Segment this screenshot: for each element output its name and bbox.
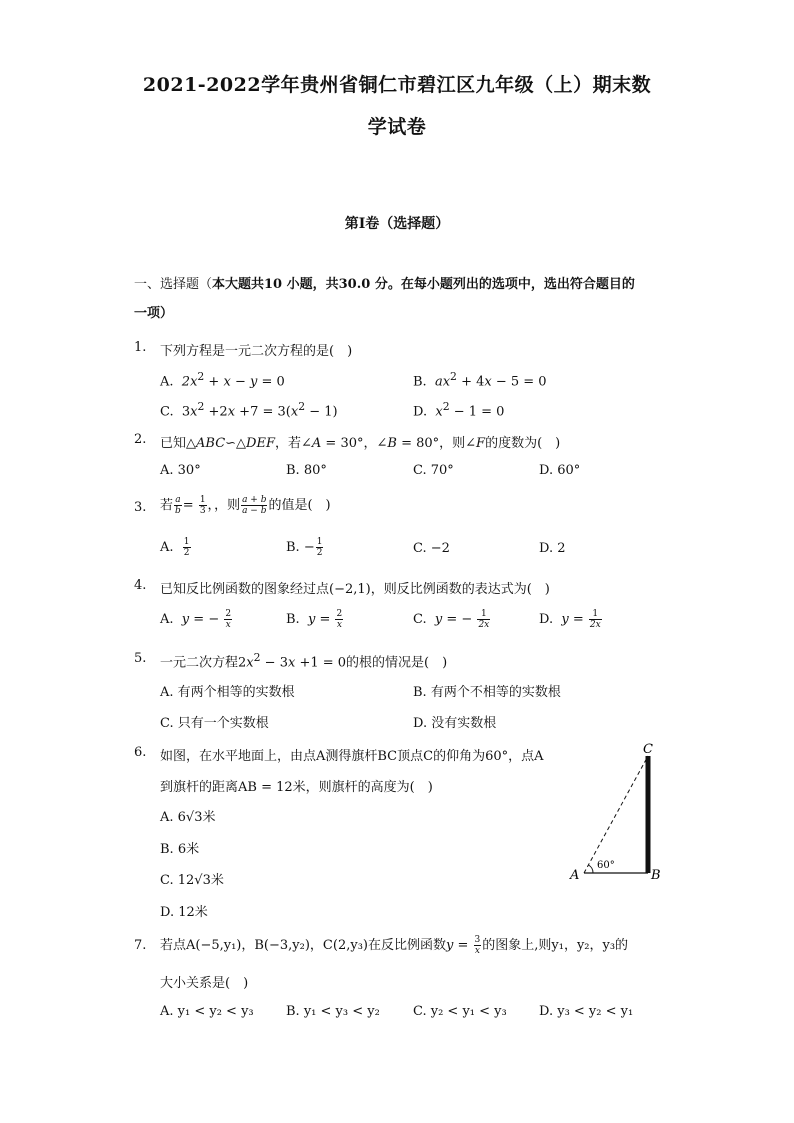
q6-option-c: C. 12√3米 bbox=[160, 873, 224, 888]
q3-option-b: B. − $\frac{1}{2}$ bbox=[286, 537, 323, 558]
q3-option-d: D. 2 bbox=[539, 541, 566, 556]
q7-option-a: A. y₁ < y₂ < y₃ bbox=[160, 1004, 254, 1019]
q6-text-line-2: 到旗杆的距离AB = 12米，则旗杆的高度为( ) bbox=[160, 780, 433, 795]
q7-text-line-1: 若点A(−5,y₁)，B(−3,y₂)，C(2,y₃)在反比例函数y = $\frac{3}{x}$ 的图象上,则y₁，y₂，y₃的 bbox=[160, 935, 629, 956]
q7-option-c: C. y₂ < y₁ < y₃ bbox=[413, 1004, 507, 1019]
q5-option-c: C. 只有一个实数根 bbox=[160, 716, 269, 731]
part-title: 第Ⅰ卷（选择题） bbox=[344, 216, 450, 232]
q2-option-d: D. 60° bbox=[539, 463, 581, 478]
q2-option-c: C. 70° bbox=[413, 463, 454, 478]
q6-text-line-1: 如图，在水平地面上，由点A测得旗杆BC顶点C的仰角为60°，点A bbox=[160, 749, 544, 764]
label-c: C bbox=[643, 742, 653, 757]
q1-text: 下列方程是一元二次方程的是( ) bbox=[160, 344, 353, 359]
label-angle: 60° bbox=[597, 860, 615, 871]
q2-text: 已知△ABC∽△DEF，若∠A = 30°，∠B = 80°，则∠F的度数为( ) bbox=[160, 436, 561, 451]
q1-option-a: A. $2x^2 + x - y = 0$ bbox=[160, 370, 285, 390]
q2-number: 2. bbox=[134, 432, 147, 447]
angle-arc bbox=[589, 865, 594, 873]
q4-number: 4. bbox=[134, 578, 147, 593]
q2-option-a: A. 30° bbox=[160, 463, 201, 478]
q5-option-a: A. 有两个相等的实数根 bbox=[160, 685, 295, 700]
section-instructions-end: 一项） bbox=[134, 306, 174, 321]
section-header bbox=[134, 270, 664, 328]
q1-number: 1. bbox=[134, 340, 147, 355]
q6-option-a: A. 6√3米 bbox=[160, 810, 216, 825]
q5-option-d: D. 没有实数根 bbox=[413, 716, 497, 731]
q4-option-c: C. y = − $\frac{1}{2x}$ bbox=[413, 609, 490, 630]
q7-option-d: D. y₃ < y₂ < y₁ bbox=[539, 1004, 634, 1019]
q7-text-line-2: 大小关系是( ) bbox=[160, 976, 249, 991]
q6-flagpole-figure bbox=[560, 736, 680, 886]
q4-text: 已知反比例函数的图象经过点(−2,1)，则反比例函数的表达式为( ) bbox=[160, 582, 550, 597]
exam-title-line-1: 2021-2022学年贵州省铜仁市碧江区九年级（上）期末数 bbox=[142, 74, 652, 96]
section-instructions: 本大题共10 小题，共30.0 分。在每小题列出的选项中，选出符合题目的 bbox=[212, 277, 635, 292]
label-a: A bbox=[570, 868, 580, 883]
q6-option-b: B. 6米 bbox=[160, 842, 200, 857]
q5-option-b: B. 有两个不相等的实数根 bbox=[413, 685, 561, 700]
section-prefix: 一、选择题（ bbox=[134, 277, 213, 292]
q6-number: 6. bbox=[134, 745, 147, 760]
q5-text: 一元二次方程$2x^2 - 3x +1 = 0$的根的情况是( ) bbox=[160, 651, 448, 671]
q1-option-c: C. $3x^2 +2x +7 = 3(x^2 - 1)$ bbox=[160, 400, 338, 420]
q3-option-c: C. −2 bbox=[413, 541, 450, 556]
q5-number: 5. bbox=[134, 651, 147, 666]
q1-option-d: D. $x^2 - 1 = 0$ bbox=[413, 400, 505, 420]
q7-option-b: B. y₁ < y₃ < y₂ bbox=[286, 1004, 380, 1019]
q3-number: 3. bbox=[134, 500, 147, 515]
q4-option-a: A. y = − $\frac{2}{x}$ bbox=[160, 609, 232, 630]
label-b: B bbox=[651, 868, 661, 883]
q1-option-b: B. $ax^2 + 4x - 5 = 0$ bbox=[413, 370, 547, 390]
q3-text: 若 $\frac{a}{b}$ = $\frac{1}{3}$ ，，则 $\frac{a + b}{a - b}$ 的值是( ) bbox=[160, 495, 331, 516]
q7-number: 7. bbox=[134, 938, 147, 953]
q4-option-d: D. y = $\frac{1}{2x}$ bbox=[539, 609, 601, 630]
q4-option-b: B. y = $\frac{2}{x}$ bbox=[286, 609, 343, 630]
sightline-ac bbox=[584, 756, 648, 873]
q3-option-a: A. $\frac{1}{2}$ bbox=[160, 537, 190, 558]
exam-title-line-2: 学试卷 bbox=[367, 116, 427, 138]
q2-option-b: B. 80° bbox=[286, 463, 327, 478]
q6-option-d: D. 12米 bbox=[160, 905, 208, 920]
